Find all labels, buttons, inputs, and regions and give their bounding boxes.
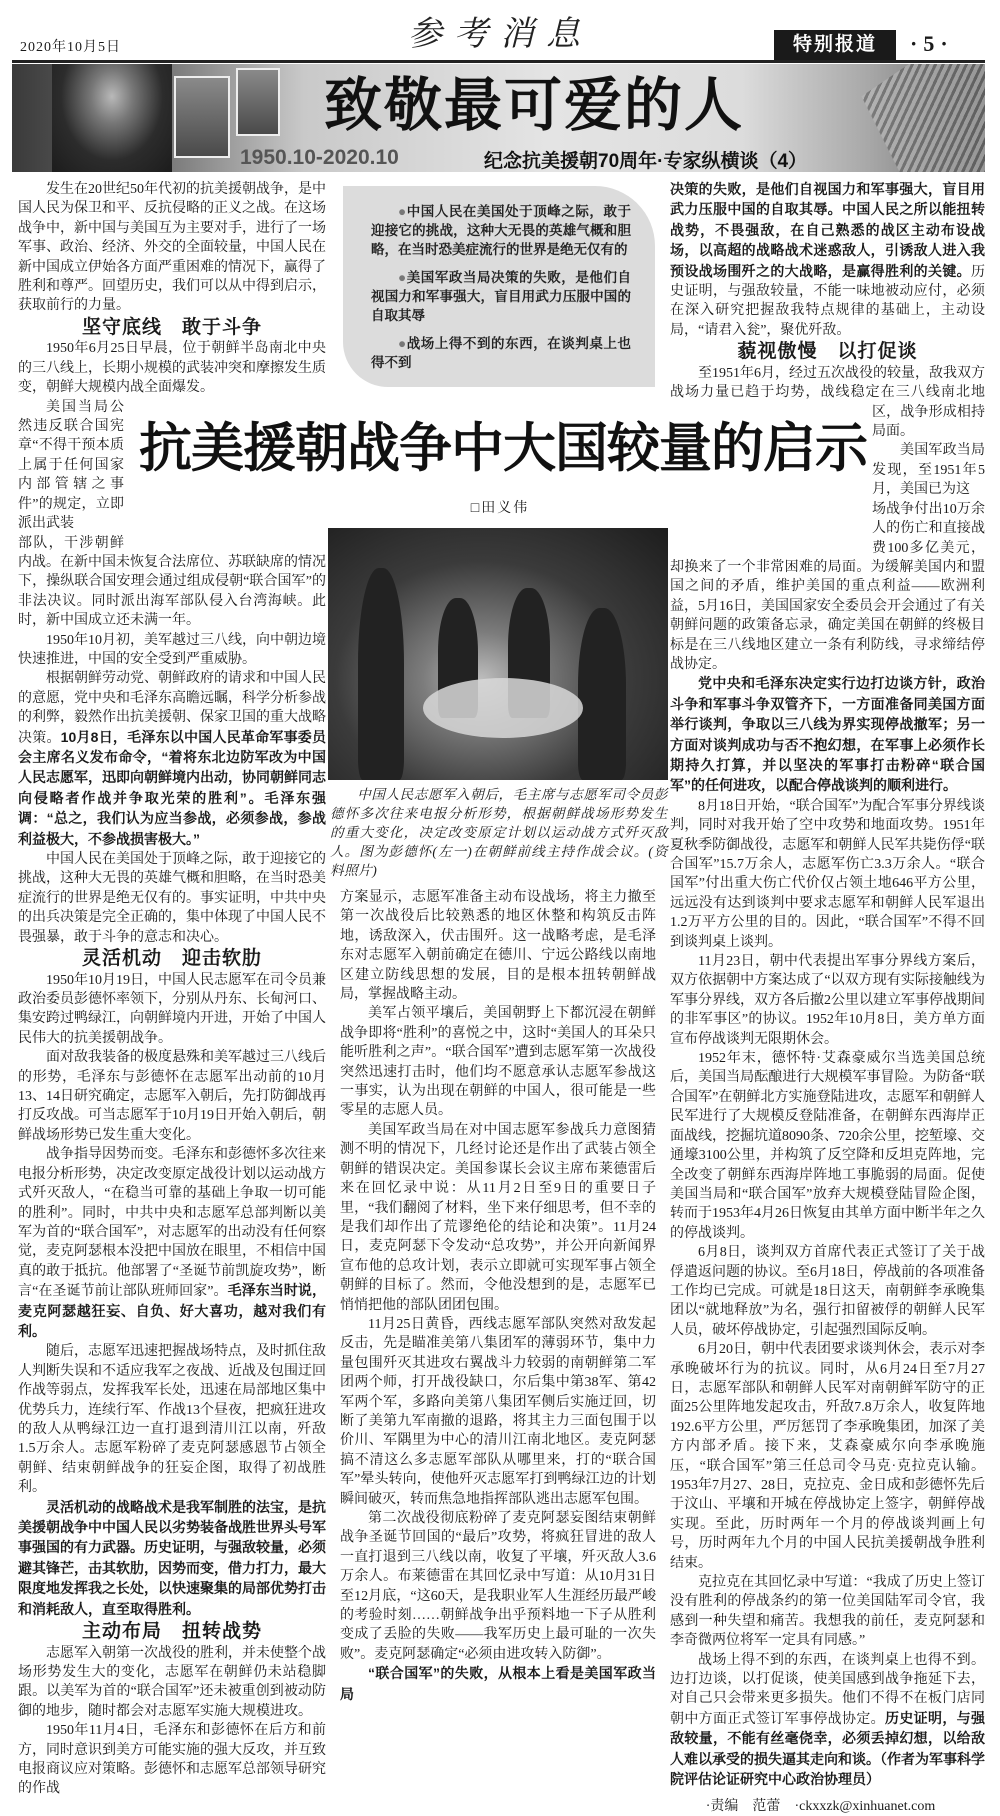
paragraph [340,1509,656,1664]
text-run: 发生在20世纪50年代初的抗美援朝战争，是中国人民为保卫和平、反抗侵略的正义之战。在这场战争中，新中国与美国互为主要对手，进行了一场军事、政治、经济、外交的全面较量，中国人民在新中国成立伊始各方面严重困难的情况下，赢得了胜利和尊严。回望历史，我们可以从中得到启示，获取前行的力量。 [18,182,326,314]
section-badge: 特别报道 [774,30,896,60]
marching-troops-photo [795,64,985,172]
banner [12,64,985,172]
text-run: 方案显示，志愿军准备主动布设战场，将主力撤至第一次战役后比较熟悉的地区休整和构筑反击阵地，诱敌深入，伏击围歼。这一战略考虑，是毛泽东对志愿军入朝前确定在德川、宁远公路线以南地区建立防线思想的发展，目的是根本扭转朝鲜战局，掌握战略主动。 [340,890,656,1003]
masthead-logo: 参考消息 [408,14,592,54]
text-run: 11月23日，朝中代表提出军事分界线方案后，双方依据朝中方案达成了“以双方现有实际接触线为军事分界线，双方各后撤2公里以建立军事停战期间的非军事区”的协议。1952年10月8日，美方单方面宣布停战谈判无限期休会。 [670,954,985,1047]
pull-quote: ●战场上得不到的东西，在谈判桌上也得不到 [371,336,632,370]
bullet-icon: ● [398,270,407,285]
pull-quote-box [343,186,655,387]
middle-stack [330,785,670,1705]
paragraph [18,534,326,631]
paragraph [670,797,985,952]
text-run: 至1951年6月，经过五次战役的较量，敌我双方战场力量已趋于均势，战线稳定在三八线南北地区，战争形成相持局面。 [670,365,985,440]
portrait-photo [174,76,230,158]
bold-text: “联合国军”的失败，从根本上看是美国军政当局 [340,1665,656,1702]
paragraph [18,1644,326,1722]
paragraph [18,631,326,670]
editor-email: ·ckxxzk@xinhuanet.com [794,1798,936,1814]
paragraph [18,971,326,1049]
text-run: 战争指导因势而变。毛泽东和彭德怀多次往来电报分析形势，决定改变原定战役计划以运动战方式歼灭敌人，“在稳当可靠的基础上争取一切可能的胜利”。同时，中共中央和志愿军总部判断以美军为首的“联合国军”，对志愿军的出动没有任何察觉，麦克阿瑟根本没把中国放在眼里，不相信中国真的敢于抵抗。他部署了“圣诞节前凯旋攻势”，断言“在圣诞节前让部队班师回家”。 [18,1147,326,1300]
text-run: 美国军政当局发现，至1951年5月，美国已为这 [872,443,985,498]
paragraph [18,850,326,947]
figure-silhouette [578,608,626,780]
banner-subtitle: 纪念抗美援朝70周年·专家纵横谈（4） [484,151,808,172]
section-heading: 坚守底线 敢于斗争 [81,316,262,338]
paragraph [18,1342,326,1497]
issue-date: 2020年10月5日 [20,40,121,55]
paragraph [340,1664,656,1705]
header-rule [12,60,985,63]
paragraph [340,1004,656,1120]
paragraph [670,1243,985,1340]
paragraph [18,180,326,316]
banner-years: 1950.10-2020.10 [240,146,399,169]
text-run: 美军占领平壤后，美国朝野上下都沉浸在朝鲜战争即将“胜利”的喜悦之中，这时“美国人的耳朵只能听胜利之声”。“联合国军”遭到志愿军第一次战役突然迅速打击时，他们均不愿意承认志愿军参战这一事实，认为出现在朝鲜的中国人，很可能是一些零星的志愿人员。 [340,1006,656,1119]
paragraph [18,1048,326,1145]
banner-title: 致敬最可爱的人 [324,73,745,138]
text-run: 根据朝鲜劳动党、朝鲜政府的请求和中国人民的意愿，党中央和毛泽东高瞻远瞩，科学分析参战的利弊，毅然作出抗美援朝、保家卫国的重大战略决策。 [18,671,326,746]
text-run: 11月25日黄昏，西线志愿军部队突然对敌发起反击，先是瞄准美第八集团军的薄弱环节，集中力量包围歼灭其进攻右翼战斗力较弱的南朝鲜第二军团两个师，打开战役缺口，尔后集中第38军、第42军两个军，多路向美第八集团军侧后实施迂回，切断了美第九军南撤的退路，将其主力三面包围于以价川、军隅里为中心的清川江南北地区。麦克阿瑟搞不清这么多志愿军部队从哪里来，打的“联合国军”晕头转向，使他歼灭志愿军打到鸭绿江边的计划瞬间破灭，转而焦急地指挥部队逃出志愿军包围。 [340,1316,656,1507]
news-photo [328,528,668,780]
text-run: 克拉克在其回忆录中写道：“我成了历史上签订没有胜利的停战条约的第一位美国陆军司令官，我感到一种失望和痛苦。我想我的前任，麦克阿瑟和李奇微两位将军一定具有同感。” [670,1575,985,1649]
article-headline: 抗美援朝战争中大国较量的启示 [139,419,867,478]
paragraph [340,1315,656,1509]
portrait-photo [236,68,280,136]
paragraph [670,674,985,796]
section-heading: 灵活机动 迎击软肋 [81,948,262,970]
text-run: 1950年10月初，美军越过三八线，向中朝边境快速推进，中国的安全受到严重威胁。 [18,632,326,667]
text-run: 场战争付出10万余人的伤亡和直接战费100多亿美元，却换来了一个非常困难的局面。为缓解美国内和盟国之间的矛盾，维护美国的重点利益——欧洲利益，5月16日，美国国家安全委员会开会通过了有关朝鲜问题的政策备忘录，确定美国在朝鲜的终极目标是在三八线地区建立一条有利防线，寻求缔结停战协定。 [670,501,985,672]
paragraph [18,1498,326,1620]
paragraph [18,1145,326,1342]
text-run: 第二次战役彻底粉碎了麦克阿瑟妄图结束朝鲜战争圣诞节回国的“最后”攻势，将疯狂冒进的敌人一直打退到三八线以南，收复了平壤，歼灭敌人3.6万余人。布莱德雷在其回忆录中写道：从10月31日至12月底，“这60天，是我职业军人生涯经历最严峻的考验时刻……朝鲜战争出乎预料地一下子从胜利变成了丢脸的失败——我军历史上最可耻的一次失败”。麦克阿瑟确定“必须由进攻转入防御”。 [340,1511,656,1662]
text-run: 1950年10月19日，中国人民志愿军在司令员兼政治委员彭德怀率领下，分别从丹东、长甸河口、集安跨过鸭绿江，向朝鲜境内开进，开始了中国人民伟大的抗美援朝战争。 [18,972,326,1046]
map-table [423,678,583,738]
text-run: 部队，干涉朝鲜内战。在新中国未恢复合法席位、苏联缺席的情况下，操纵联合国安理会通过组成侵朝“联合国军”的非法决议。同时派出海军部队侵入台湾海峡。此时，新中国成立还未满一年。 [18,535,326,629]
text-run: 中国人民在美国处于顶峰之际，敢于迎接它的挑战，这种大无畏的英雄气概和胆略，在当时恐美症流行的世界是绝无仅有的。事实证明，中共中央的出兵决策是完全正确的，集中体现了中国人民不畏强暴，敢于斗争的意志和决心。 [18,852,326,945]
page-number: ·5· [910,31,954,56]
text-run: 志愿军入朝第一次战役的胜利，并未使整个战场形势发生大的变化，志愿军在朝鲜仍未站稳脚跟。以美军为首的“联合国军”还未被重创到被动防御的地步，随时都会对志愿军实施大规模进攻。 [18,1645,326,1719]
bold-text: 毛泽东当时说，麦克阿瑟越狂妄、自负、好大喜功，越对我们有利。 [18,1282,327,1339]
text-run: 8月18日开始，“联合国军”为配合军事分界线谈判，同时对我开始了空中攻势和地面攻势。1951年夏秋季防御战役，志愿军和朝鲜人民军共毙伤俘“联合国军”15.7万余人，志愿军伤亡3.3万余人。“联合国军”付出重大伤亡代价仅占领土地646平方公里，远远没有达到谈判中要求志愿军和朝鲜人民军退出1.2万平方公里的目的。因此，“联合国军”不得不回到谈判桌上谈判。 [670,798,985,950]
bold-text: 10月8日，毛泽东以中国人民革命军事委员会主席名义发布命令，“着将东北边防军改为中国人民志愿军，迅即向朝鲜境内出动，协同朝鲜同志向侵略者作战并争取光荣的胜利”。毛泽东强调：“总之，我们认为应当参战，必须参战，参战利益极大，不参战损害极大。” [18,728,327,847]
text-run: 美国军政当局在对中国志愿军参战兵力意图猜测不明的情况下，几经讨论还是作出了武装占领全朝鲜的错误决定。美国参谋长会议主席布莱德雷后来在回忆录中说：从11月2日至9日的重要日子里，“我们翻阅了材料，坐下来仔细思考，但不幸的是我们却作出了荒谬绝伦的结论和决策”。11月24日，麦克阿瑟下令发动“总攻势”，并公开向新闻界宣布他的总攻计划，表示立即就可实现军事占领全朝鲜的目标了。然而，令他没想到的是，志愿军已悄悄把他的部队团团包围。 [340,1122,656,1313]
paragraph [670,1651,985,1791]
text-run: 1950年6月25日早晨，位于朝鲜半岛南北中央的三八线上，长期小规模的武装冲突和摩擦发生质变，朝鲜大规模内战全面爆发。 [18,341,326,396]
text-run: 历史证明，与强敌较量，不能一味地被动应付，必须在深入研究把握敌我特点规律的基础上，主动设局，“请君入瓮”，聚优歼敌。 [670,264,985,338]
text-run: 6月8日，谈判双方首席代表正式签订了关于战俘遣返问题的协议。至6月18日，停战前的各项准备工作均已完成。可就是18日这天，南朝鲜李承晚集团以“就地释放”为名，强行扣留被俘的朝鲜人民军人员，破坏停战协定，引起强烈国际反响。 [670,1245,985,1338]
text-run: 随后，志愿军迅速把握战场特点，及时抓住敌人判断失误和不适应我军之夜战、近战及包围迂回作战等弱点，发挥我军长处，迅速在局部地区集中优势兵力，连续行军、作战13个昼夜，把疯狂进攻的敌人从鸭绿江边一直打退到清川江以南，歼敌1.5万余人。志愿军粉碎了麦克阿瑟感恩节占领全朝鲜、结束朝鲜战争的狂妄企图，取得了初战胜利。 [18,1344,326,1496]
paragraph [670,180,985,340]
paragraph [18,1721,326,1799]
pull-quote: ●中国人民在美国处于顶峰之际，敢于迎接它的挑战，这种大无畏的英雄气概和胆略，在当时恐美症流行的世界是绝无仅有的 [371,204,632,257]
paragraph [18,339,326,397]
pull-quote: ●美国军政当局决策的失败，是他们自视国力和军事强大，盲目用武力压服中国的自取其辱 [371,270,632,323]
paragraph [340,888,656,1004]
text-run: 美国当局公然违反联合国宪章“不得干预本质上属于任何国家内部管辖之事件”的规定，立即派出武装 [18,399,124,532]
editor-credit: ·责编 范蕾 [705,1798,781,1814]
paragraph [340,1121,656,1315]
section-heading: 藐视傲慢 以打促谈 [737,341,918,363]
bold-text: 灵活机动的战略战术是我军制胜的法宝，是抗美援朝战争中中国人民以劣势装备战胜世界头号军事强国的有力武器。历史证明，与强敌较量，必须避其锋芒，击其软肋，因势而变，借力打力，最大限度地发挥我之长处，以快速聚集的局部优势打击和消耗敌人，直至取得胜利。 [18,1498,326,1617]
bold-text: 党中央和毛泽东决定实行边打边谈方针，政治斗争和军事斗争双管齐下，一方面准备同美国方面举行谈判，争取以三八线为界实现停战撤军；另一方面对谈判成功与否不抱幻想，在军事上必须作长期持久打算，并以坚决的军事打击粉碎“联合国军”的任何进攻，以配合停战谈判的顺利进行。 [670,675,985,794]
bold-text: 决策的失败，是他们自视国力和军事强大，盲目用武力压服中国的自取其辱。中国人民之所以能扭转战势，不畏强敌，在自己熟悉的战区主动布设战场，以高超的战略战术迷惑敌人，引诱敌人进入我预设战场围歼之的大战略，是赢得胜利的关键。 [670,181,985,279]
text-run: 6月20日，朝中代表团要求谈判休会，表示对李承晚破坏行为的抗议。同时，从6月24日至7月27日，志愿军部队和朝鲜人民军对南朝鲜军防守的正面25公里阵地发起攻击，歼敌7.8万余人，收复阵地192.6平方公里，严厉惩罚了李承晚集团，加深了美方内部矛盾。接下来，艾森豪威尔向李承晚施压，“联合国军”第三任总司令马克·克拉克认输。1953年7月27、28日，克拉克、金日成和彭德怀先后于汶山、平壤和开城在停战协定上签字，朝鲜停战实现。至此，历时两年一个月的停战谈判画上句号，历时两年九个月的中国人民抗美援朝战争胜利结束。 [670,1342,985,1571]
bold-text: 历史证明，与强敌较量，不能有丝毫侥幸，必须丢掉幻想，以给敌人难以承受的损失逼其走向和谈。（作者为军事科学院评估论证研究中心政治协理员） [670,1709,985,1788]
paragraph [670,1340,985,1573]
middle-column [340,888,656,1705]
paragraph [670,952,985,1049]
text-run: 1950年11月4日，毛泽东和彭德怀在后方和前方，同时意识到美方可能实施的强大反攻，并互致电报商议应对策略。彭德怀和志愿军总部领导研究的作战 [18,1723,326,1797]
photo-caption: 中国人民志愿军入朝后，毛主席与志愿军司令员彭德怀多次往来电报分析形势，根据朝鲜战场形势发生的重大变化，决定改变原定计划以运动战方式歼灭敌人。图为彭德怀(左一)在朝鲜前线主持作战会议。(资料照片) [330,787,668,878]
footer [670,1797,985,1816]
paragraph [670,1049,985,1243]
text-run: 面对敌我装备的极度悬殊和美军越过三八线后的形势，毛泽东与彭德怀在志愿军出动前的10月13、14日研究确定，志愿军入朝后，先打防御战再打反攻战。可当志愿军于10月19日开始入朝后，朝鲜战场形势已发生重大变化。 [18,1050,326,1143]
bullet-icon: ● [398,204,407,219]
paragraph [18,669,326,850]
text-run: 1952年末，德怀特·艾森豪威尔当选美国总统后，美国当局酝酿进行大规模军事冒险。为防备“联合国军”在朝鲜北方实施登陆进攻，志愿军和朝鲜人民军进行了大规模反登陆准备，在朝鲜东西海岸正面战线，挖掘坑道8090条、720余公里，挖堑壕、交通壕3100公里，并构筑了反空降和反坦克阵地，完全改变了朝鲜东西海岸阵地工事脆弱的局面。促使美国当局和“联合国军”放弃大规模登陆冒险企图，转而于1953年4月26日恢复由其单方面中断半年之久的停战谈判。 [670,1051,985,1241]
veteran-photo [52,64,172,172]
paragraph [670,1573,985,1651]
section-heading: 主动布局 扭转战势 [81,1621,262,1643]
article-author: □田义伟 [470,501,530,516]
figure-silhouette [358,568,404,780]
bullet-icon: ● [398,336,407,351]
text-run: 战场上得不到的东西，在谈判桌上也得不到。边打边谈，以打促谈，使美国感到战争拖延下去，对自己只会带来更多损失。他们不得不在板门店同朝中方面正式签订军事停战协定。 [670,1652,985,1727]
